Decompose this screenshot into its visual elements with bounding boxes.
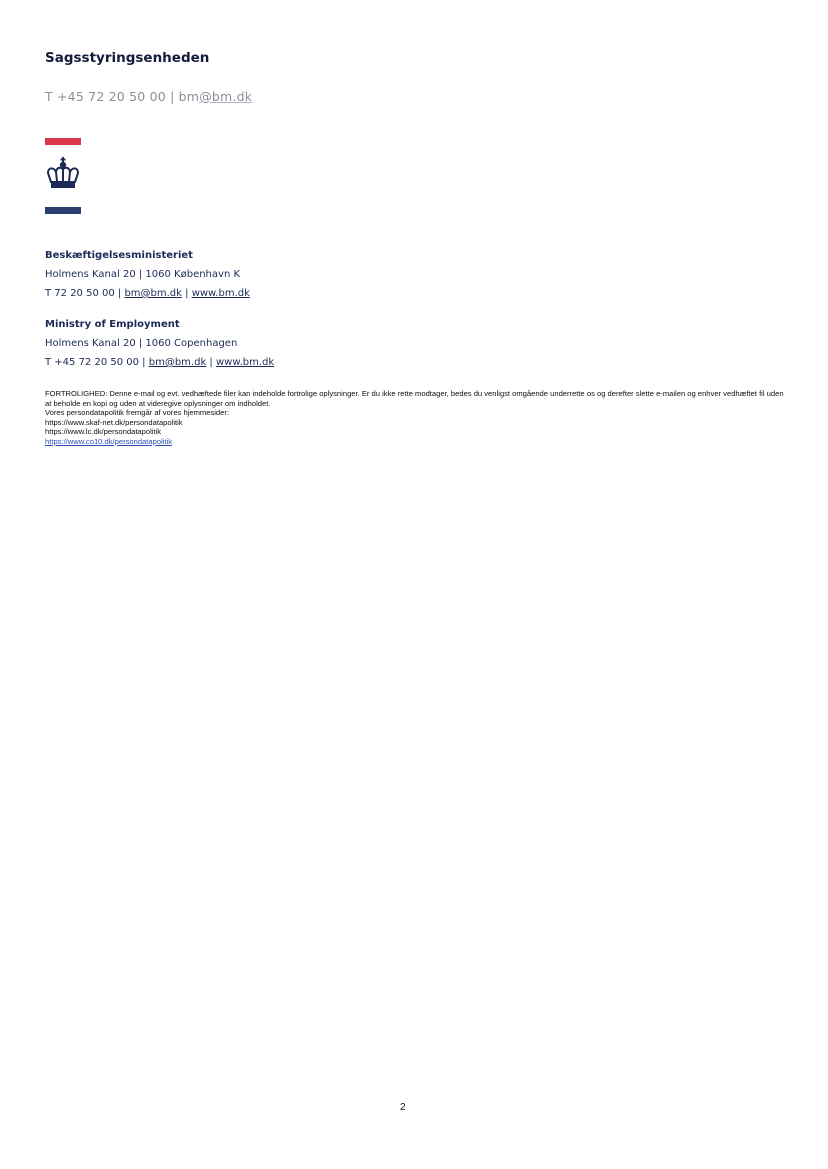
logo-blue-bar (45, 207, 81, 214)
org-en-address: Holmens Kanal 20 | 1060 Copenhagen (45, 338, 238, 349)
privacy-link-skaf[interactable]: https://www.skaf-net.dk/persondatapolitik (45, 417, 183, 427)
legal-notice (45, 389, 785, 447)
org-en-email-link[interactable]: bm@bm.dk (148, 357, 207, 368)
unit-title: Sagsstyringsenheden (45, 50, 210, 66)
org-en-name: Ministry of Employment (45, 319, 180, 330)
org-en-phone: T +45 72 20 50 00 | (45, 357, 149, 368)
logo-red-bar (45, 138, 81, 145)
privacy-link-lc[interactable]: https://www.lc.dk/persondatapolitik (45, 427, 162, 437)
org-en-web-link[interactable]: www.bm.dk (215, 357, 275, 368)
org-da-contact (45, 287, 250, 300)
org-da-block (45, 249, 250, 300)
privacy-link-co10[interactable]: https://www.co10.dk/persondatapolitik (45, 436, 173, 446)
unit-email-link[interactable]: @bm.dk (199, 89, 253, 104)
org-en-block (45, 318, 274, 369)
page-number: 2 (400, 1102, 406, 1113)
org-da-web-link[interactable]: www.bm.dk (191, 288, 250, 299)
org-da-email-link[interactable]: bm@bm.dk (124, 288, 182, 299)
org-da-address: Holmens Kanal 20 | 1060 København K (45, 269, 241, 280)
confidentiality-text: FORTROLIGHED: Denne e-mail og evt. vedhæftede filer kan indeholde fortrolige oplysninger. Er du ikke rette modtager, bedes du venligst omgående underrette os og derefter slette e-mailen og enhver vedhæftet fil uden at beholde en kopi og uden at videregive oplysninger om indholdet. (45, 389, 784, 408)
org-en-sep: | (206, 357, 216, 368)
privacy-intro: Vores persondatapolitik fremgår af vores hjemmesider: (45, 408, 230, 418)
unit-contact-line (45, 89, 252, 104)
unit-phone-text: T +45 72 20 50 00 | bm (45, 89, 200, 104)
org-en-contact (45, 356, 274, 369)
org-da-name: Beskæftigelsesministeriet (45, 250, 193, 261)
org-da-phone: T 72 20 50 00 | (45, 288, 125, 299)
crown-icon (44, 155, 82, 191)
org-da-sep: | (181, 288, 192, 299)
